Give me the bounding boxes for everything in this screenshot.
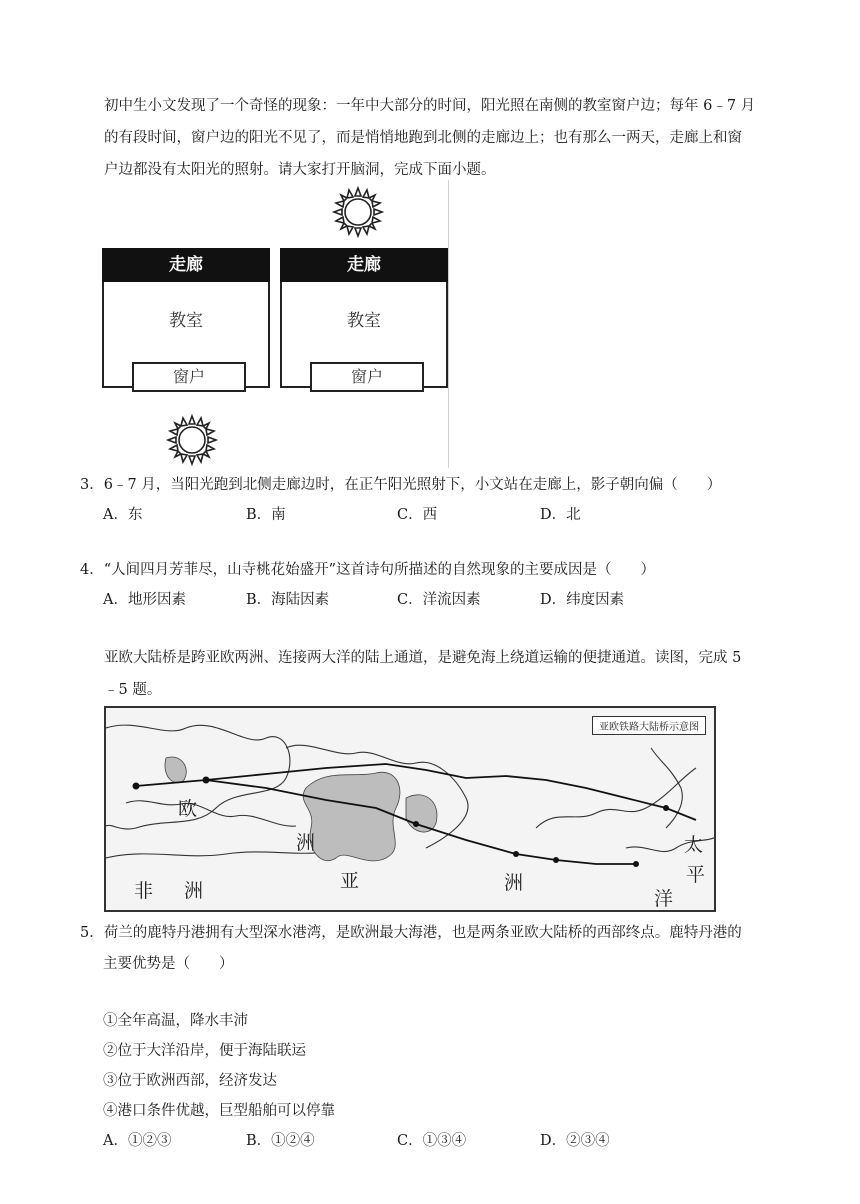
question-3-options <box>103 500 703 530</box>
sun-icon <box>166 414 218 466</box>
text-line: 5．荷兰的鹿特丹港拥有大型深水港湾，是欧洲最大海港，也是两条亚欧大陆桥的西部终点。鹿特丹港的 <box>80 925 742 941</box>
map-label-europe: 欧 <box>178 798 198 820</box>
classroom-label: 教室 <box>347 311 381 331</box>
window-label: 窗户 <box>310 362 424 392</box>
map-label-africa: 非 <box>134 880 154 902</box>
map-label-continent: 洲 <box>184 880 204 902</box>
text-line: ﹣5 题。 <box>104 682 162 698</box>
option-d[interactable]: D．纬度因素 <box>540 592 625 608</box>
map-label-continent: 洲 <box>296 832 316 854</box>
option-c[interactable]: C．①③④ <box>397 1133 467 1149</box>
window-label: 窗户 <box>132 362 246 392</box>
option-b[interactable]: B．南 <box>246 507 286 523</box>
statement-item: ①全年高温，降水丰沛 <box>103 1013 248 1029</box>
question-5 <box>80 918 780 980</box>
option-a[interactable]: A．东 <box>103 507 143 523</box>
option-b[interactable]: B．①②④ <box>246 1133 315 1149</box>
eurasian-land-bridge-map <box>104 706 716 912</box>
option-d[interactable]: D．北 <box>540 507 581 523</box>
option-a[interactable]: A．①②③ <box>103 1133 172 1149</box>
map-label-asia: 亚 <box>340 870 360 892</box>
intro-paragraph-1 <box>104 90 780 186</box>
map-label-ocean: 洋 <box>654 888 674 910</box>
question-3: 3．6﹣7 月，当阳光跑到北侧走廊边时，在正午阳光照射下，小文站在走廊上，影子朝向偏（ ） <box>80 477 722 493</box>
text-line: 初中生小文发现了一个奇怪的现象：一年中大部分的时间，阳光照在南侧的教室窗户边；每年 6﹣7 月 <box>104 98 756 114</box>
statement-item: ④港口条件优越，巨型船舶可以停靠 <box>103 1103 335 1119</box>
option-c[interactable]: C．西 <box>397 507 438 523</box>
option-d[interactable]: D．②③④ <box>540 1133 610 1149</box>
option-c[interactable]: C．洋流因素 <box>397 592 481 608</box>
map-title: 亚欧铁路大陆桥示意图 <box>592 716 706 735</box>
question-4: 4．“人间四月芳菲尽，山寺桃花始盛开”这首诗句所描述的自然现象的主要成因是（ ） <box>80 562 656 578</box>
statement-item: ②位于大洋沿岸，便于海陆联运 <box>103 1043 306 1059</box>
statement-item: ③位于欧洲西部，经济发达 <box>103 1073 277 1089</box>
classroom-label: 教室 <box>169 311 203 331</box>
text-line: 户边都没有太阳光的照射。请大家打开脑洞，完成下面小题。 <box>104 162 496 178</box>
intro-paragraph-2 <box>104 642 780 706</box>
question-4-options <box>103 585 703 615</box>
figure-border <box>448 180 449 468</box>
text-line: 的有段时间，窗户边的阳光不见了，而是悄悄地跑到北侧的走廊边上；也有那么一两天，走廊上和窗 <box>104 130 742 146</box>
text-line: 亚欧大陆桥是跨亚欧两洲、连接两大洋的陆上通道，是避免海上绕道运输的便捷通道。读图，完成 5 <box>104 650 742 666</box>
option-a[interactable]: A．地形因素 <box>103 592 186 608</box>
map-label-pacific: 太 <box>684 834 704 856</box>
classroom-left <box>102 248 270 388</box>
corridor-label: 走廊 <box>102 248 270 282</box>
classroom-diagram <box>100 180 450 468</box>
sun-icon <box>332 186 384 238</box>
text-line: 主要优势是（ ） <box>103 956 234 972</box>
question-5-options <box>103 1126 703 1156</box>
corridor-label: 走廊 <box>280 248 448 282</box>
option-b[interactable]: B．海陆因素 <box>246 592 330 608</box>
map-label-pacific: 平 <box>686 864 706 886</box>
map-label-continent: 洲 <box>504 872 524 894</box>
classroom-right <box>280 248 448 388</box>
